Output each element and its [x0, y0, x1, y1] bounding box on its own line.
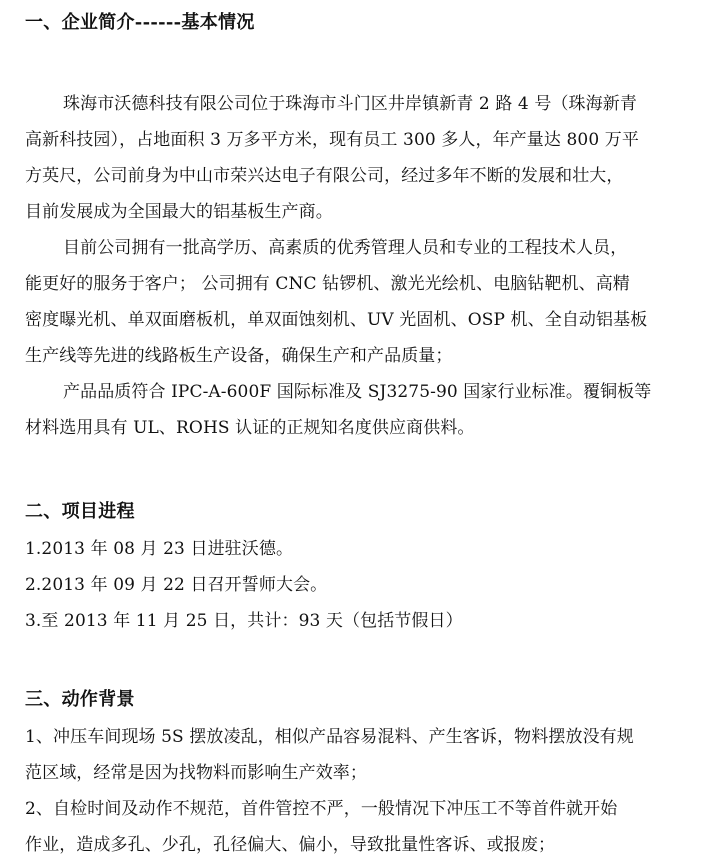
paragraph-line: 密度曝光机、单双面磨板机，单双面蚀刻机、UV 光固机、OSP 机、全自动铝基板 [25, 310, 648, 330]
list-item: 1、冲压车间现场 5S 摆放凌乱，相似产品容易混料、产生客诉，物料摆放没有规 [25, 727, 634, 747]
paragraph-line: 目前发展成为全国最大的铝基板生产商。 [25, 202, 333, 222]
list-item: 2.2013 年 09 月 22 日召开誓师大会。 [25, 575, 328, 595]
list-item: 1.2013 年 08 月 23 日进驻沃德。 [25, 539, 294, 559]
paragraph-line: 高新科技园），占地面积 3 万多平方米，现有员工 300 多人，年产量达 800 万平 [25, 130, 639, 150]
paragraph-line: 材料选用具有 UL、ROHS 认证的正规知名度供应商供料。 [25, 418, 475, 438]
list-item: 3.至 2013 年 11 月 25 日，共计：93 天（包括节假日） [25, 611, 463, 631]
list-item: 范区域，经常是因为找物料而影响生产效率； [25, 763, 367, 783]
section-1-heading: 一、企业简介------基本情况 [25, 12, 255, 33]
paragraph-line: 珠海市沃德科技有限公司位于珠海市斗门区井岸镇新青 2 路 4 号（珠海新青 [63, 94, 637, 114]
paragraph-line: 产品品质符合 IPC-A-600F 国际标准及 SJ3275-90 国家行业标准。覆铜板等 [63, 382, 652, 402]
section-3-heading: 三、动作背景 [25, 689, 135, 710]
paragraph-line: 生产线等先进的线路板生产设备，确保生产和产品质量； [25, 346, 453, 366]
section-2-heading: 二、项目进程 [25, 501, 135, 522]
list-item: 2、自检时间及动作不规范，首件管控不严，一般情况下冲压工不等首件就开始 [25, 799, 618, 819]
list-item: 作业，造成多孔、少孔，孔径偏大、偏小，导致批量性客诉、或报废； [25, 835, 556, 855]
paragraph-line: 能更好的服务于客户； 公司拥有 CNC 钻锣机、激光光绘机、电脑钻靶机、高精 [25, 274, 630, 294]
paragraph-line: 方英尺，公司前身为中山市荣兴达电子有限公司，经过多年不断的发展和壮大， [25, 166, 624, 186]
paragraph-line: 目前公司拥有一批高学历、高素质的优秀管理人员和专业的工程技术人员， [63, 238, 628, 258]
